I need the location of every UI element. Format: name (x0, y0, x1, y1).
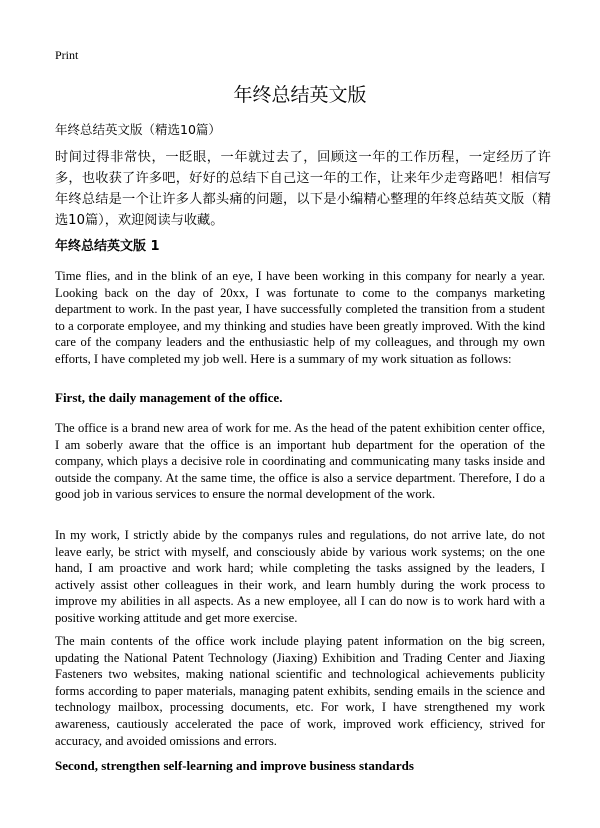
subheading: Second, strengthen self-learning and improve business standards (55, 758, 414, 773)
body-paragraph: The main contents of the office work include playing patent information on the big screen, updating the National Patent Technology (Jiaxing) Exhibition and Trading Center and Jiaxing Fasteners two websites, making national scientific and technological achievements publicity forms according to paper materials, managing patent exhibits, sending emails in the science and technology mailbox, processing documents, etc. For work, I have strengthened my work awareness, cautiously accelerated the pace of work, improved work efficiency, strived for accuracy, and avoided omissions and errors. (55, 634, 545, 748)
body-paragraph: In my work, I strictly abide by the companys rules and regulations, do not arrive late, do not leave early, be strict with myself, and consciously abide by various work systems; on the one hand, I am proactive and work hard; while completing the tasks assigned by the leaders, I actively assist other colleagues in their work, and learn humbly during the work process to improve my abilities in all aspects. As a new employee, all I can do now is to work hard with a positive working attitude and get more exercise. (55, 528, 545, 625)
body-paragraph: The office is a brand new area of work for me. As the head of the patent exhibition center office, I am soberly aware that the office is an important hub department for the operation of the company, which plays a decisive role in coordinating and communicating many tasks inside and outside the company. At the same time, the office is also a service department. Therefore, I do a good job in various services to ensure the normal development of the work. (55, 421, 545, 502)
page-title: 年终总结英文版 (233, 84, 367, 106)
body-paragraph: Time flies, and in the blink of an eye, I have been working in this company for nearly a year. Looking back on the day of 20xx, I was fortunate to come to the companys marketing department to work. In the past year, I have successfully completed the transition from a student to a corporate employee, and my thinking and studies have been greatly improved. With the kind care of the company leaders and the enthusiastic help of my colleagues, and through my own efforts, I have completed my job well. Here is a summary of my work situation as follows: (55, 269, 545, 366)
subheading: First, the daily management of the office. (55, 390, 283, 405)
section-heading: 年终总结英文版 1 (55, 239, 160, 254)
intro-paragraph: 时间过得非常快，一眨眼，一年就过去了，回顾这一年的工作历程，一定经历了许多，也收获了许多吧，好好的总结下自己这一年的工作，让来年少走弯路吧！相信写年终总结是一个让许多人都头痛的问题，以下是小编精心整理的年终总结英文版（精选10篇），欢迎阅读与收藏。 (55, 150, 551, 228)
document-subtitle: 年终总结英文版（精选10篇） (55, 122, 221, 137)
print-link[interactable]: Print (55, 48, 79, 62)
